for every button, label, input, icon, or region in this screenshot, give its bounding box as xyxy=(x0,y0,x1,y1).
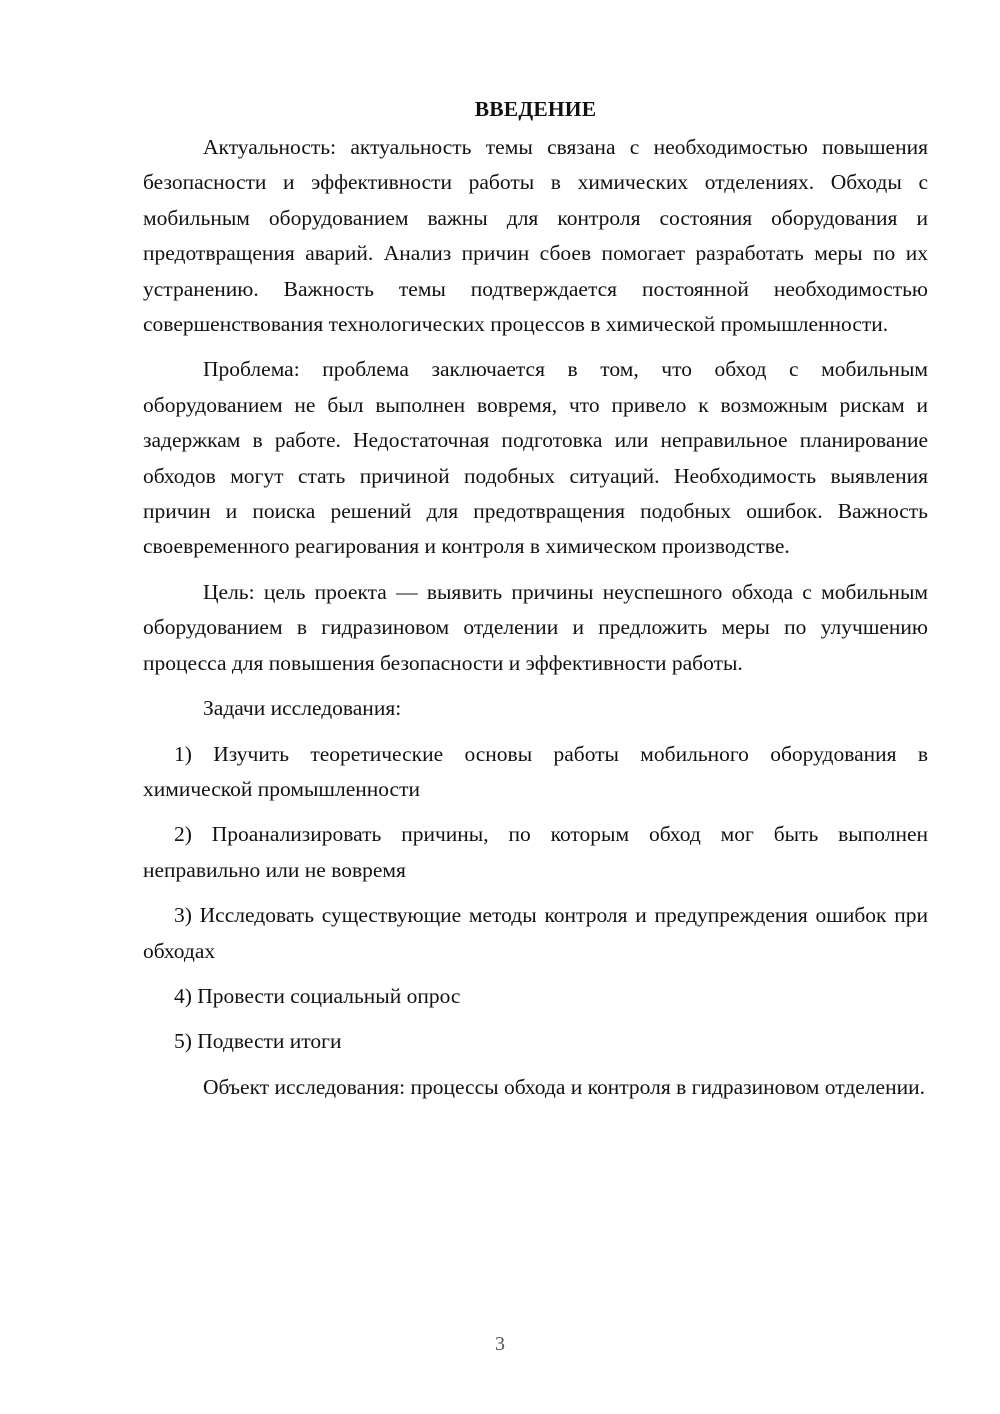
page-number: 3 xyxy=(495,1333,505,1355)
list-item: 3) Исследовать существующие методы контроля и предупреждения ошибок при обходах xyxy=(143,903,928,963)
tasks-list xyxy=(143,737,928,1060)
paragraph-object: Объект исследования: процессы обхода и контроля в гидразиновом отделении. xyxy=(203,1074,925,1099)
list-item: 4) Провести социальный опрос xyxy=(174,983,461,1008)
list-item: 2) Проанализировать причины, по которым обход мог быть выполнен неправильно или не вовремя xyxy=(143,822,928,882)
tasks-title: Задачи исследования: xyxy=(203,696,402,721)
page-title: ВВЕДЕНИЕ xyxy=(474,97,597,121)
list-item: 5) Подвести итоги xyxy=(174,1029,342,1054)
list-item: 1) Изучить теоретические основы работы мобильного оборудования в химической промышленности xyxy=(143,741,928,801)
document-page xyxy=(143,92,928,1115)
paragraph-problem: Проблема: проблема заключается в том, что обход с мобильным оборудованием не был выполнен вовремя, что привело к возможным рискам и задержкам в работе. Недостаточная подготовка или неправильное планирование обходов могут стать причиной подобных ситуаций. Необходимость выявления причин и поиска решений для предотвращения подобных ошибок. Важность своевременного реагирования и контроля в химическом производстве. xyxy=(143,357,928,559)
paragraph-goal: Цель: цель проекта — выявить причины неуспешного обхода с мобильным оборудованием в гидразиновом отделении и предложить меры по улучшению процесса для повышения безопасности и эффективности работы. xyxy=(143,579,928,675)
paragraph-relevance: Актуальность: актуальность темы связана с необходимостью повышения безопасности и эффективности работы в химических отделениях. Обходы с мобильным оборудованием важны для контроля состояния оборудования и предотвращения аварий. Анализ причин сбоев помогает разработать меры по их устранению. Важность темы подтверждается постоянной необходимостью совершенствования технологических процессов в химической промышленности. xyxy=(143,135,928,337)
